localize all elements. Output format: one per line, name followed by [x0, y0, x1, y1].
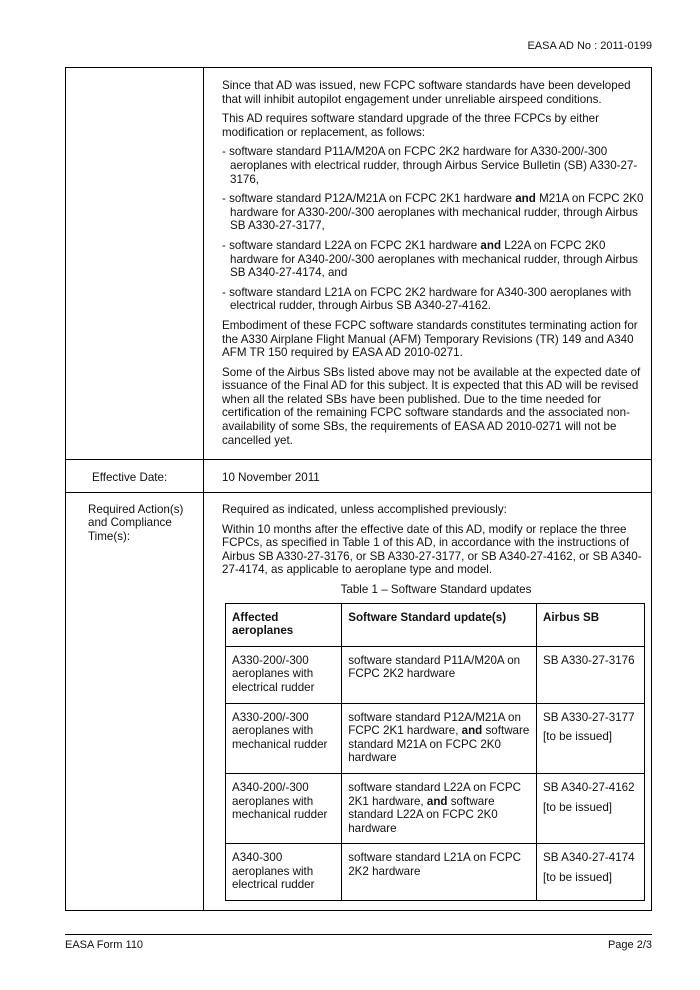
- table-row: [226, 646, 645, 703]
- cell-aeroplanes: A340-300 aeroplanes with electrical rudder: [226, 844, 342, 901]
- table-row: [226, 844, 645, 901]
- table-caption: Table 1 – Software Standard updates: [340, 582, 532, 596]
- header-affected: Affected aeroplanes: [226, 603, 342, 646]
- cell-software: software standard L22A on FCPC 2K1 hardware, and software standard L22A on FCPC 2K0 hardware: [342, 773, 537, 843]
- software-standard-table: [225, 603, 645, 902]
- intro-paragraph-2: This AD requires software standard upgrade of the three FCPCs by either modification or replacement, as follows:: [222, 112, 599, 139]
- row-divider-effective: [66, 459, 651, 460]
- ad-number: EASA AD No : 2011-0199: [527, 40, 652, 52]
- required-actions-label: Required Action(s) and Compliance Time(s):: [88, 503, 184, 543]
- intro-section: [222, 79, 650, 453]
- cell-sb: SB A330-27-3177 [to be issued]: [537, 703, 645, 773]
- ad-table-frame: [65, 67, 652, 911]
- intro-item-1: - software standard P11A/M20A on FCPC 2K2 hardware for A330-200/-300 aeroplanes with electrical rudder, through Airbus Service Bulletin (SB) A330-27-3176,: [222, 145, 638, 186]
- intro-paragraph-3: Embodiment of these FCPC software standards constitutes terminating action for the A330 Airplane Flight Manual (AFM) Temporary Revisions (TR) 149 and A340 AFM TR 150 required by EASA AD 2010-0271.: [222, 318, 638, 360]
- cell-aeroplanes: A330-200/-300 aeroplanes with electrical rudder: [226, 646, 342, 703]
- effective-date-label: Effective Date:: [92, 471, 168, 484]
- cell-sb: SB A340-27-4174 [to be issued]: [537, 844, 645, 901]
- cell-software: software standard L21A on FCPC 2K2 hardware: [342, 844, 537, 901]
- cell-software: software standard P11A/M20A on FCPC 2K2 hardware: [342, 646, 537, 703]
- footer-form: EASA Form 110: [65, 939, 144, 951]
- row-divider-required: [66, 492, 651, 493]
- header-airbus-sb: Airbus SB: [537, 603, 645, 646]
- column-divider: [203, 68, 204, 910]
- header-software: Software Standard update(s): [342, 603, 537, 646]
- cell-sb: SB A340-27-4162 [to be issued]: [537, 773, 645, 843]
- footer-page-number: Page 2/3: [607, 939, 652, 951]
- intro-paragraph-1: Since that AD was issued, new FCPC software standards have been developed that will inhibit autopilot engagement under unreliable airspeed conditions.: [222, 79, 631, 106]
- table-row: [226, 703, 645, 773]
- required-actions-section: [222, 503, 650, 901]
- intro-item-3: - software standard L22A on FCPC 2K1 hardware and L22A on FCPC 2K0 hardware for A340-200/-300 aeroplanes with mechanical rudder, through Airbus SB A340-27-4174, and: [222, 238, 638, 280]
- intro-paragraph-4: Some of the Airbus SBs listed above may not be available at the expected date of issuance of the Final AD for this subject. It is expected that this AD will be revised when all the related SBs have been published. Due to the time needed for certification of the remaining FCPC software standards and the associated non-availability of some SBs, the requirements of EASA AD 2010-0271 will not be cancelled yet.: [222, 365, 641, 447]
- required-paragraph-1: Required as indicated, unless accomplished previously:: [222, 503, 507, 516]
- cell-aeroplanes: A330-200/-300 aeroplanes with mechanical rudder: [226, 703, 342, 773]
- intro-item-4: - software standard L21A on FCPC 2K2 hardware for A340-300 aeroplanes with electrical rudder, through Airbus SB A340-27-4162.: [222, 285, 632, 313]
- cell-aeroplanes: A340-200/-300 aeroplanes with mechanical rudder: [226, 773, 342, 843]
- table-header-row: [226, 603, 645, 646]
- footer-rule: [65, 934, 652, 935]
- required-paragraph-2: Within 10 months after the effective date of this AD, modify or replace the three FCPCs, as specified in Table 1 of this AD, in accordance with the instructions of Airbus SB A330-27-3176, or SB A330-27-3177, or SB A340-27-4162, or SB A340-27-4174, as applicable to aeroplane type and model.: [222, 522, 642, 577]
- cell-software: software standard P12A/M21A on FCPC 2K1 hardware, and software standard M21A on FCPC 2K0 hardware: [342, 703, 537, 773]
- cell-sb: SB A330-27-3176: [537, 646, 645, 703]
- table-row: [226, 773, 645, 843]
- effective-date-value: 10 November 2011: [222, 471, 320, 484]
- intro-item-2: - software standard P12A/M21A on FCPC 2K1 hardware and M21A on FCPC 2K0 hardware for A330-200/-300 aeroplanes with mechanical rudder, through Airbus SB A330-27-3177,: [222, 192, 644, 233]
